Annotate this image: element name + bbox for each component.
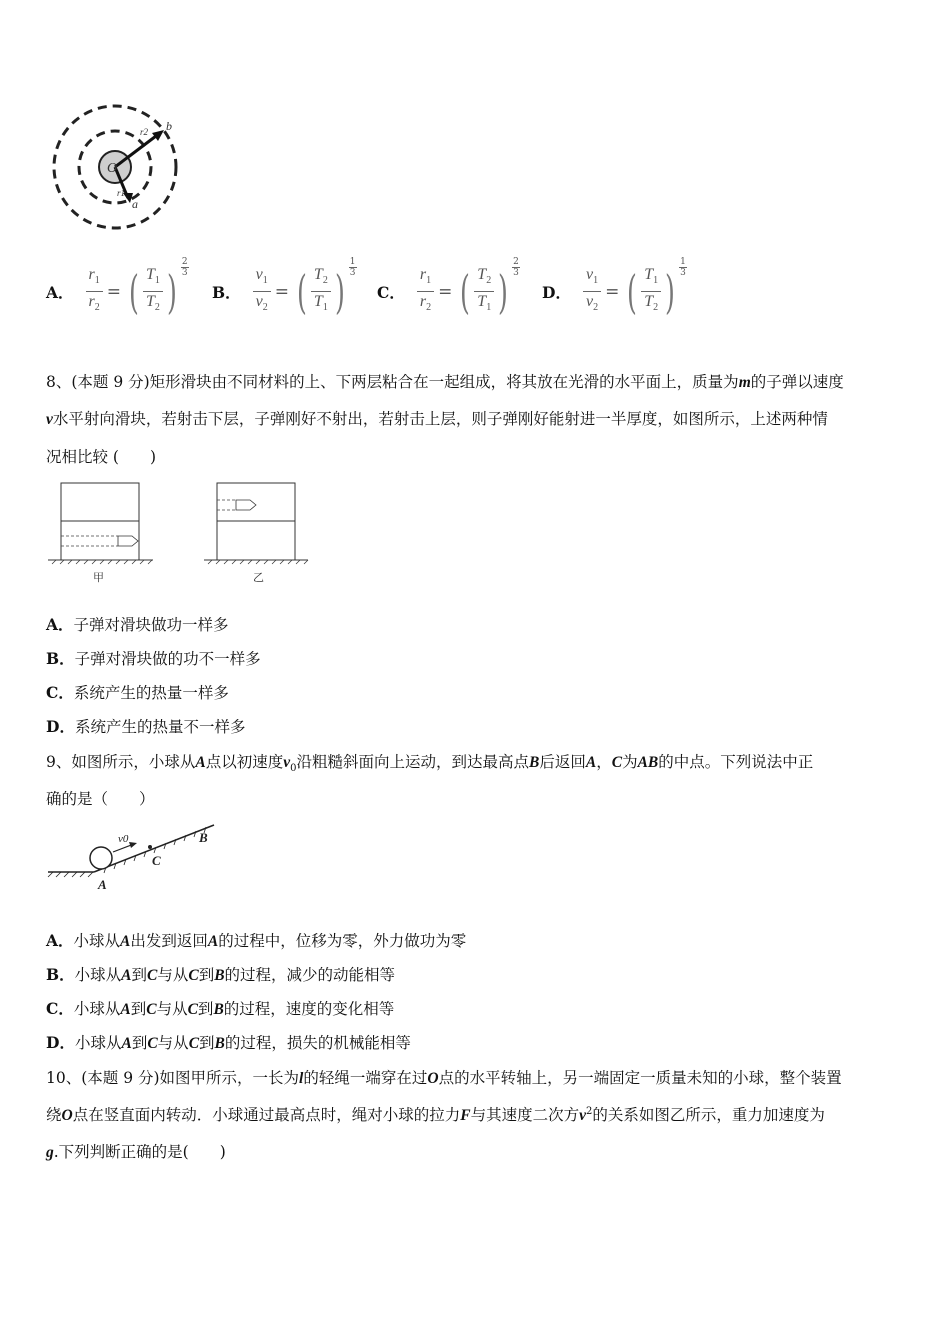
q9-option-d[interactable]: D．小球从A到C与从C到B的过程，损失的机械能相等 — [46, 1033, 411, 1052]
q8-fig-label-jia: 甲 — [93, 571, 104, 584]
q7-option-b[interactable]: B． $\frac{v_1}{v_2}$ = ( $\frac{T_2}{T_1}$ ) 1 3 — [212, 257, 356, 319]
q9-option-c[interactable]: C．小球从A到C与从C到B的过程，速度的变化相等 — [46, 999, 395, 1018]
lhs-fraction: $\frac{v_1}{v_2}$ — [583, 265, 601, 318]
q9-fig-B: B — [199, 830, 208, 845]
rhs-fraction: $\frac{T_1}{T_2}$ — [641, 265, 661, 318]
q8-stem-line2: v水平射向滑块，若射击下层，子弹刚好不射出，若射击上层，则子弹刚好能射进一半厚度，如图所示，上述两种情 — [46, 410, 828, 428]
q8-option-b[interactable]: B．子弹对滑块做的功不一样多 — [46, 649, 261, 668]
q9-stem-line2: 确的是（ ） — [46, 790, 155, 808]
var-v: v — [46, 411, 53, 428]
option-label: B． — [212, 282, 241, 302]
lhs-fraction: $\frac{r_1}{r_2}$ — [417, 265, 434, 318]
q10-stem-line1: 10、(本题 9 分)如图甲所示，一长为l的轻绳一端穿在过O点的水平转轴上，另一端固定一质量未知的小球，整个装置 — [46, 1069, 842, 1087]
q8-stem-line3: 况相比较 ( ) — [46, 448, 157, 466]
q7-option-a[interactable]: A． $\frac{r_1}{r_2}$ = ( $\frac{T_1}{T_2}$ ) 2 3 — [46, 257, 188, 319]
exponent: 1 3 — [680, 257, 686, 279]
q9-incline-figure — [46, 815, 226, 895]
exponent: 2 3 — [513, 257, 519, 279]
q8-block-figure — [48, 480, 318, 590]
orbit-label-center: O — [107, 161, 118, 176]
orbit-label-outer: b — [166, 119, 172, 133]
option-label: C． — [377, 282, 405, 302]
orbit-label-r1: r1 — [117, 188, 126, 198]
lhs-fraction: $\frac{r_1}{r_2}$ — [86, 265, 103, 318]
q8-option-d[interactable]: D．系统产生的热量不一样多 — [46, 717, 246, 736]
orbit-figure — [48, 98, 183, 233]
orbit-label-inner: a — [132, 197, 138, 211]
q8-stem-line1: 8、(本题 9 分)矩形滑块由不同材料的上、下两层粘合在一起组成，将其放在光滑的水平面上，质量为m的子弹以速度 — [46, 373, 844, 391]
q7-option-d[interactable]: D． $\frac{v_1}{v_2}$ = ( $\frac{T_1}{T_2}$ ) 1 3 — [542, 257, 686, 319]
q9-fig-v0: v0 — [118, 833, 129, 845]
q10-stem-line2: 绕O点在竖直面内转动．小球通过最高点时，绳对小球的拉力F与其速度二次方$v^2$的关系如图乙所示，重力加速度为 — [46, 1105, 825, 1124]
rhs-fraction: $\frac{T_2}{T_1}$ — [311, 265, 331, 318]
q7-option-c[interactable]: C． $\frac{r_1}{r_2}$ = ( $\frac{T_2}{T_1}$ ) 2 3 — [377, 257, 519, 319]
q9-stem-line1: 9、如图所示，小球从A点以初速度$v_0$沿粗糙斜面向上运动，到达最高点B后返回A，C为AB的中点。下列说法中正 — [46, 753, 814, 775]
lhs-fraction: $\frac{v_1}{v_2}$ — [253, 265, 271, 318]
q9-option-a[interactable]: A．小球从A出发到返回A的过程中，位移为零，外力做功为零 — [46, 931, 467, 950]
q9-option-b[interactable]: B．小球从A到C与从C到B的过程，减少的动能相等 — [46, 965, 396, 984]
exponent: 1 3 — [349, 257, 356, 279]
orbit-label-r2: r2 — [140, 127, 149, 137]
exponent: 2 3 — [181, 257, 188, 279]
option-label: D． — [542, 282, 571, 302]
q9-fig-C: C — [152, 853, 161, 868]
q10-stem-line3: g.下列判断正确的是( ) — [46, 1143, 226, 1161]
var-m: m — [738, 374, 751, 391]
option-label: A． — [46, 282, 74, 302]
rhs-fraction: $\frac{T_1}{T_2}$ — [143, 265, 163, 318]
q8-fig-label-yi: 乙 — [253, 571, 264, 584]
q9-fig-A: A — [98, 877, 107, 892]
q8-option-a[interactable]: A．子弹对滑块做功一样多 — [46, 615, 229, 634]
rhs-fraction: $\frac{T_2}{T_1}$ — [474, 265, 494, 318]
q8-option-c[interactable]: C．系统产生的热量一样多 — [46, 683, 229, 702]
